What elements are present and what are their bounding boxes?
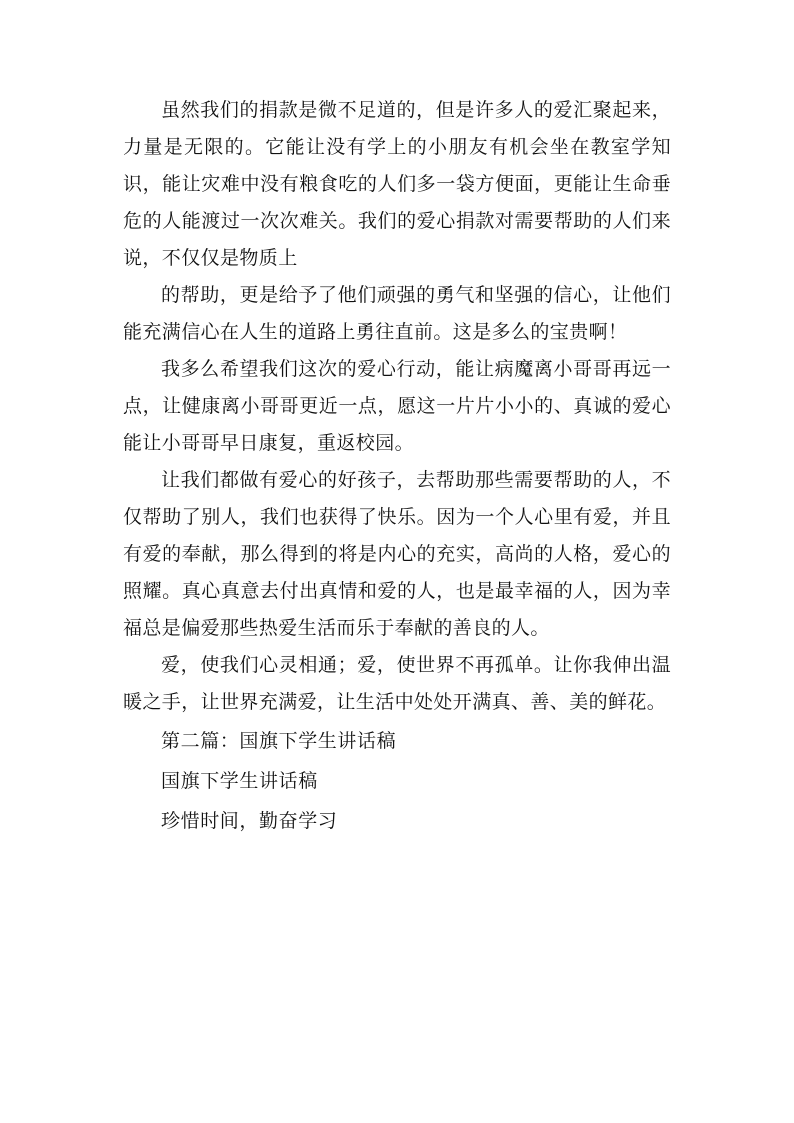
paragraph-be-caring-children: 让我们都做有爱心的好孩子，去帮助那些需要帮助的人，不仅帮助了别人，我们也获得了快乐。因为一个人心里有爱，并且有爱的奉献，那么得到的将是内心的充实，高尚的人格，爱心的照耀。真心真意去付出真情和爱的人，也是最幸福的人，因为幸福总是偏爱那些热爱生活而乐于奉献的善良的人。: [123, 469, 671, 639]
paragraph-hope-recovery: 我多么希望我们这次的爱心行动，能让病魔离小哥哥再远一点，让健康离小哥哥更近一点，愿这一片片小小的、真诚的爱心能让小哥哥早日康复，重返校园。: [123, 358, 671, 454]
section-subtitle: 国旗下学生讲话稿: [161, 770, 318, 792]
document-body: [123, 92, 671, 841]
paragraph-courage-confidence: 的帮助，更是给予了他们顽强的勇气和坚强的信心，让他们能充满信心在人生的道路上勇往直前。这是多么的宝贵啊！: [123, 284, 671, 343]
section-heading-part-two: 第二篇：国旗下学生讲话稿: [161, 730, 397, 752]
paragraph-love-connects: 爱，使我们心灵相通；爱，使世界不再孤单。让你我伸出温暖之手，让世界充满爱，让生活中处处开满真、善、美的鲜花。: [123, 654, 671, 713]
speech-title: 珍惜时间，勤奋学习: [161, 810, 338, 832]
paragraph-donation-power: 虽然我们的捐款是微不足道的，但是许多人的爱汇聚起来，力量是无限的。它能让没有学上的小朋友有机会坐在教室学知识，能让灾难中没有粮食吃的人们多一袋方便面，更能让生命垂危的人能渡过一次次难关。我们的爱心捐款对需要帮助的人们来说，不仅仅是物质上: [123, 99, 671, 269]
